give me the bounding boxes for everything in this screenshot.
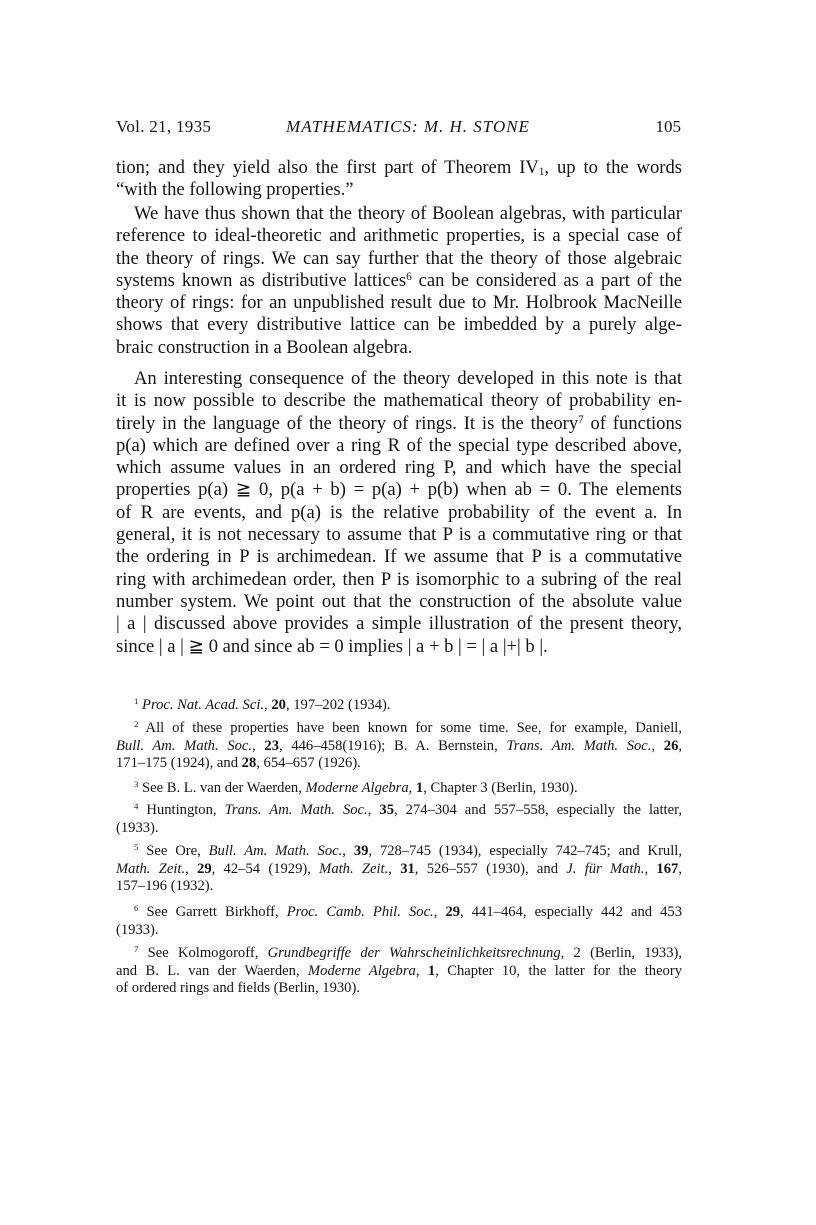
footnote-1: $^1$ Proc. Nat. Acad. Sci., 20, 197–202 (1934). — [134, 696, 391, 713]
footnote-6: $^6$ See Garrett Birkhoff, Proc. Camb. Phil. Soc., 29, 441–464, especially 442 and 453 (1933). — [116, 903, 683, 938]
footnote-7: $^7$ See Kolmogoroff, Grundbegriffe der Wahrscheinlichkeitsrechnung, 2 (Berlin, 1933), and B. L. van der Waerden, Moderne Algebra, 1, Chapter 10, the latter for the theory of ordered rings and fields (Berlin, 1930). — [116, 944, 682, 997]
footnote-2: $^2$ All of these properties have been known for some time. See, for example, Daniell, Bull. Am. Math. Soc., 23, 446–458(1916); B. A. Bernstein, Trans. Am. Math. Soc., 26, 171–175 (1924), and 28, 654–657 (1926). — [116, 719, 683, 772]
running-header — [116, 117, 681, 141]
running-title: MATHEMATICS: M. H. STONE — [286, 117, 530, 136]
volume-label: Vol. 21, 1935 — [116, 117, 212, 136]
footnote-ref-6: 6 — [406, 270, 412, 283]
footnote-4: $^4$ Huntington, Trans. Am. Math. Soc., 35, 274–304 and 557–558, especially the latter, (1933). — [116, 801, 683, 836]
footnote-5: $^5$ See Ore, Bull. Am. Math. Soc., 39, 728–745 (1934), especially 742–745; and Krull, Math. Zeit., 29, 42–54 (1929), Math. Zeit., 31, 526–557 (1930), and J. für Math., 167, 157–196 (1932). — [116, 842, 682, 895]
paragraph-probability: An interesting consequence of the theory developed in this note is that it is now possible to describe the mathematical theory of probability en- tirely in the language of the theory of rings. It is the theory$^7$ of functions p(a) which are defined over a ring R of the special type described above, which assume values in an ordered ring P, and which have the special properties p(a) ≧ 0, p(a + b) = p(a) + p(b) when ab = 0. The elements of R are events, and p(a) is the relative probability of the event a. In general, it is not necessary to assume that P is a commutative ring or that the ordering in P is archimedean. If we assume that P is a commutative ring with archimedean order, then P is isomorphic to a subring of the real number system. We point out that the construction of the absolute value | a | discussed above provides a simple illustration of the present theory, since | a | ≧ 0 and since ab = 0 implies | a + b | = | a |+| b |. — [116, 368, 682, 657]
paragraph-continuation: tion; and they yield also the first part of Theorem $IV_1$, up to the words “with the following properties.” — [116, 157, 682, 201]
paragraph-boolean-algebras: We have thus shown that the theory of Boolean algebras, with particular reference to ideal-theoretic and arithmetic properties, is a special case of the theory of rings. We can say further that the theory of those algebraic systems known as distributive lattices$^6$ can be considered as a part of the theory of rings: for an unpublished result due to Mr. Holbrook MacNeille shows that every distributive lattice can be imbedded by a purely alge- braic construction in a Boolean algebra. — [116, 203, 682, 358]
page-number: 105 — [655, 117, 681, 136]
footnote-3: $^3$ See B. L. van der Waerden, Moderne Algebra, 1, Chapter 3 (Berlin, 1930). — [134, 779, 578, 796]
footnote-ref-7: 7 — [578, 413, 584, 426]
